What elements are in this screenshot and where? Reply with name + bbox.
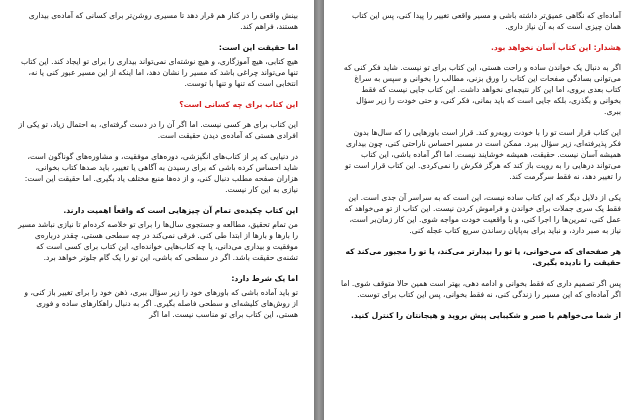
bold-paragraph: از شما می‌خواهم با صبر و شکیبایی پیش بروید و هیجانتان را کنترل کنید.	[351, 311, 621, 320]
bold-paragraph: هر صفحه‌ای که می‌خوانی، یا تو را بیدارتر می‌کند، یا تو را مجبور می‌کند که حقیقت را نادیده بگیری.	[345, 247, 621, 267]
paragraph: اگر به دنبال یک خواندن ساده و راحت هستی، این کتاب برای تو نیست. شاید فکر کنی که می‌توانی بسادگی صفحات این کتاب را ورق بزنی، مطالب را بخوانی و سپس به سراغ کتاب بعدی بروی، اما این کار نتیجه‌ای نخواهد داشت. این کتاب جایی نیست که فقط بخوانی و بگذری، بلکه جایی است که باید بمانی، فکر کنی، و حتی خودت را زیر سؤال ببری.	[343, 63, 621, 116]
paragraph: هیچ کتابی، هیچ آموزگاری، و هیچ نوشته‌ای نمی‌تواند بیداری را برای تو ایجاد کند. این کتاب تنها می‌تواند چراغی باشد که مسیر را نشان دهد، اما اینکه از این مسیر عبور کنی یا نه، انتخابی است که تنها و تنها با توست.	[20, 57, 298, 88]
paragraph: یکی از دلایل دیگر که این کتاب ساده نیست، این است که به سراسر آن جدی است. این فقط یک سری جملات برای خواندن و فراموش کردن نیست. این کتاب از تو می‌خواهد که عمل کنی، تمرین‌ها را اجرا کنی، و با واقعیت خودت مواجه شوی. این کار زمان‌بر است، نیاز به صبر دارد، و نباید برای به‌پایان رساندن سریع کتاب عجله کنی.	[344, 193, 621, 235]
book-gutter	[314, 0, 324, 420]
section-heading: اما حقیقت این است:	[218, 43, 298, 52]
paragraph: پس اگر تصمیم داری که فقط بخوانی و ادامه دهی، بهتر است همین حالا متوقف شوی. اما اگر آماده‌ای که این مسیر را زندگی کنی، نه فقط بخوانی، پس این کتاب برای توست.	[340, 279, 621, 299]
section-heading-red: این کتاب برای چه کسانی است؟	[179, 100, 298, 109]
paragraph: آماده‌ای که نگاهی عمیق‌تر داشته باشی و مسیر واقعی تغییر را پیدا کنی، پس این کتاب همان چیزی است که به آن نیاز داری.	[351, 11, 621, 31]
warning-heading: هشدار: این کتاب آسان نخواهد بود.	[490, 43, 621, 52]
right-page	[324, 0, 639, 420]
paragraph: این کتاب قرار است تو را با خودت روبه‌رو کند. قرار است باورهایی را که سال‌ها بدون فکر پذیرفته‌ای، زیر سؤال ببرد. ممکن است در مسیر احساس ناراحتی کنی، چون بیداری همیشه آسان نیست. حقیقت، همیشه خوشایند نیست. اما اگر آماده باشی، این کتاب می‌تواند درهایی را به رویت باز کند که هرگز فکرش را نمی‌کردی. این کتاب قرار است تو را تغییر دهد، نه فقط سرگرمت کند.	[345, 128, 621, 181]
section-heading: اما یک شرط دارد:	[231, 274, 298, 283]
section-heading: این کتاب چکیده‌ی تمام آن چیزهایی است که واقعاً اهمیت دارند.	[63, 206, 298, 215]
paragraph: بینش واقعی را در کنار هم قرار دهد تا مسیری روشن‌تر برای کسانی که آماده‌ی بیداری هستند، فراهم کند.	[28, 11, 298, 31]
left-page	[0, 0, 314, 420]
paragraph: این کتاب برای هر کسی نیست. اما اگر آن را در دست گرفته‌ای، به احتمال زیاد، تو یکی از افرادی هستی که آماده‌ی دیدن حقیقت است.	[18, 120, 298, 140]
paragraph: تو باید آماده باشی که باورهای خود را زیر سؤال ببری، ذهن خود را برای تغییر باز کنی، و از روش‌های کلیشه‌ای و سطحی فاصله بگیری. اگر به دنبال راهکارهای ساده و فوری هستی، این کتاب برای تو مناسب نیست. اما اگر	[24, 288, 298, 319]
paragraph: من تمام تحقیق، مطالعه و جستجوی سال‌ها را برای تو خلاصه کرده‌ام تا نیازی نباشد مسیر را بارها و بارها از ابتدا طی کنی. فرقی نمی‌کند در چه سطحی هستی، چقدر درباره‌ی موفقیت و بیداری می‌دانی، یا چه کتاب‌هایی خوانده‌ای، این کتاب برای کسی است که تشنه‌ی حقیقت باشد. اگر در سطحی که باشی، این تو را یک گام جلوتر خواهد برد.	[18, 220, 298, 262]
paragraph: در دنیایی که پر از کتاب‌های انگیزشی، دوره‌های موفقیت، و مشاوره‌های گوناگون است، شاید احساس کرده باشی که برای رسیدن به آگاهی یا تغییر، باید صدها کتاب بخوانی، هزاران صفحه مطلب دنبال کنی، و از ده‌ها منبع مختلف یاد بگیری. اما حقیقت این است: نیازی به این کار نیست.	[24, 152, 298, 194]
